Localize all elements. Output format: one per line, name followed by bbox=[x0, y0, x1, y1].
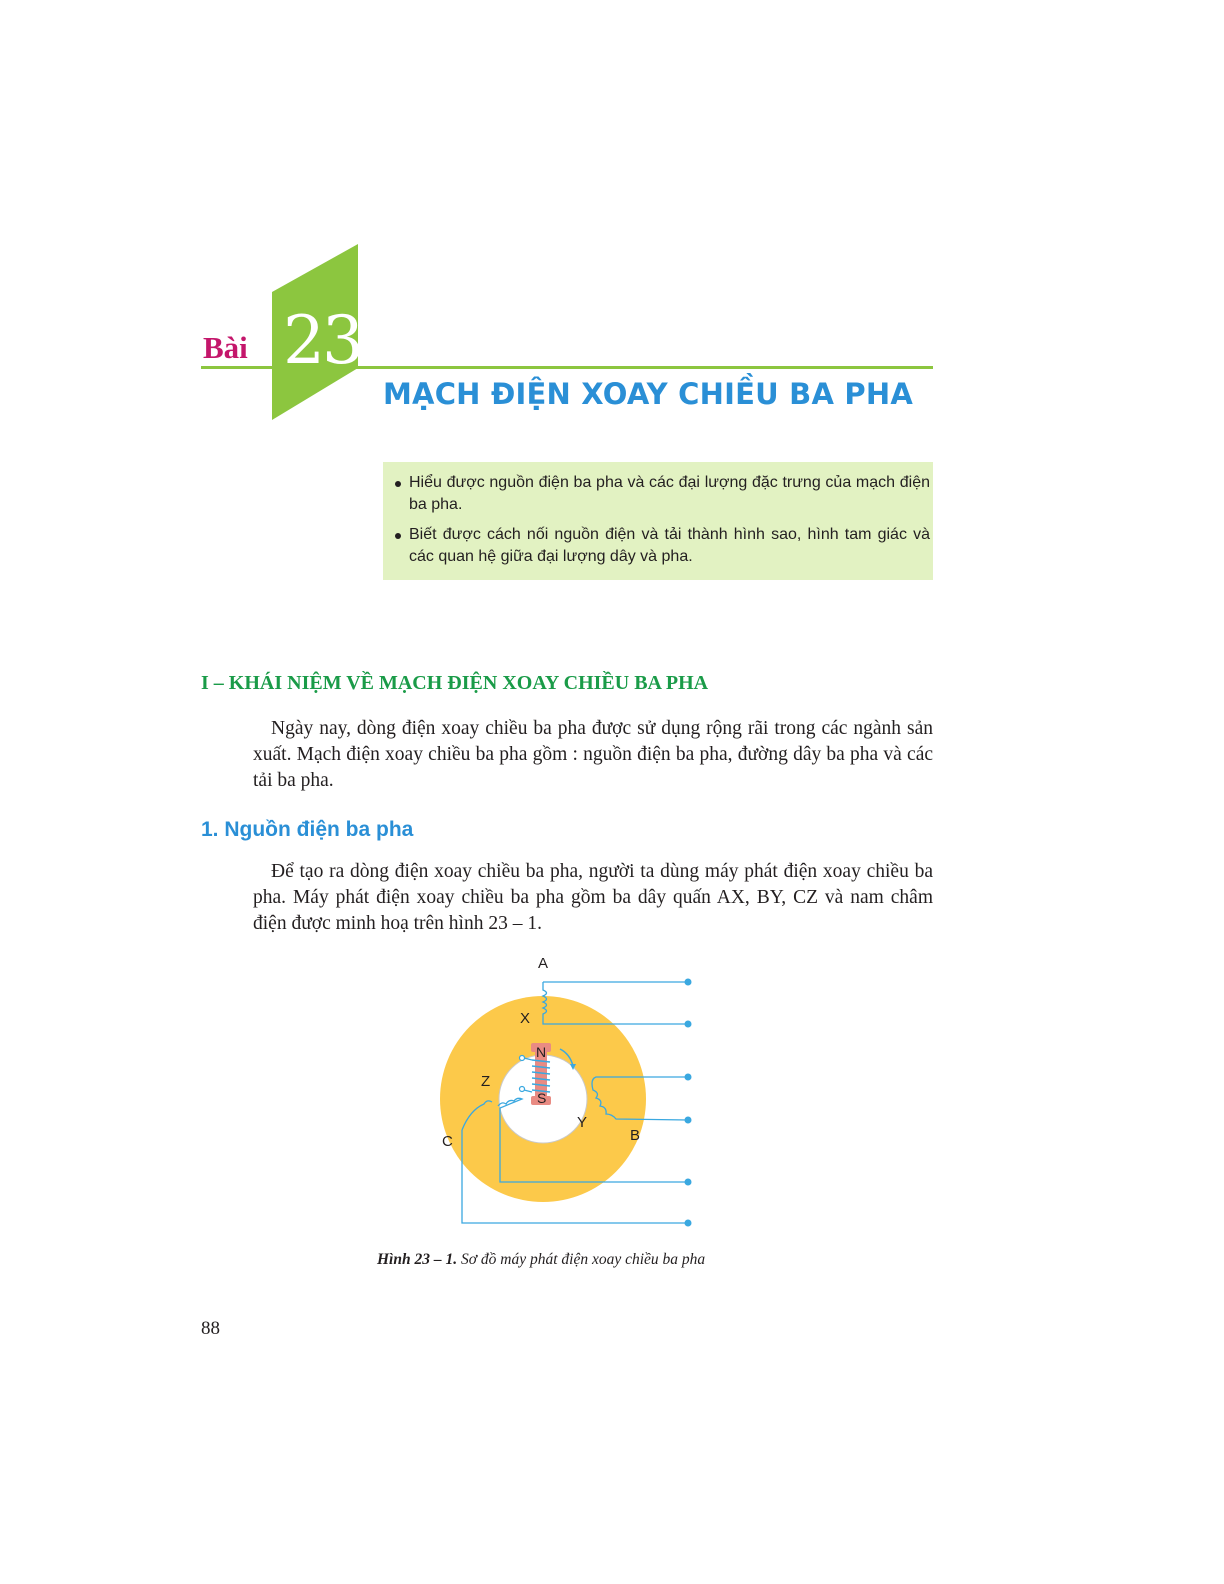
label-s: S bbox=[537, 1090, 547, 1106]
lesson-word: Bài bbox=[203, 330, 248, 365]
terminal-z bbox=[685, 1179, 692, 1186]
objectives-list bbox=[393, 472, 930, 568]
figure-caption bbox=[377, 1251, 797, 1269]
subsection-paragraph: Để tạo ra dòng điện xoay chiều ba pha, người ta dùng máy phát điện xoay chiều ba pha. Máy phát điện xoay chiều ba pha gồm ba dây quấn AX, BY, CZ và nam châm điện được minh hoạ trên hình 23 – 1. bbox=[253, 861, 933, 934]
figure-caption-number: Hình 23 – 1. bbox=[377, 1251, 458, 1268]
objectives-box bbox=[383, 462, 933, 580]
section-heading: I – KHÁI NIỆM VỀ MẠCH ĐIỆN XOAY CHIỀU BA PHA bbox=[201, 672, 709, 694]
label-n: N bbox=[536, 1044, 547, 1060]
page-number: 88 bbox=[201, 1318, 220, 1339]
terminal-b bbox=[685, 1117, 692, 1124]
terminal-x bbox=[685, 1021, 692, 1028]
label-c: C bbox=[442, 1133, 453, 1150]
terminal-y bbox=[685, 1074, 692, 1081]
generator-diagram bbox=[420, 950, 720, 1240]
terminal-a bbox=[685, 979, 692, 986]
label-a: A bbox=[538, 955, 549, 972]
label-y: Y bbox=[577, 1114, 588, 1131]
subsection-heading: 1. Nguồn điện ba pha bbox=[201, 818, 414, 841]
objective-item: Biết được cách nối nguồn điện và tải thành hình sao, hình tam giác và các quan hệ giữa đại lượng dây và pha. bbox=[393, 524, 930, 568]
objective-item: Hiểu được nguồn điện ba pha và các đại lượng đặc trưng của mạch điện ba pha. bbox=[393, 472, 930, 516]
section-intro-paragraph: Ngày nay, dòng điện xoay chiều ba pha được sử dụng rộng rãi trong các ngành sản xuất. Mạch điện xoay chiều ba pha gồm : nguồn điện ba pha, đường dây ba pha và các tải ba pha. bbox=[253, 718, 933, 791]
label-z: Z bbox=[481, 1073, 491, 1090]
figure-caption-text: Sơ đồ máy phát điện xoay chiều ba pha bbox=[460, 1251, 706, 1268]
terminal-c bbox=[685, 1220, 692, 1227]
label-b: B bbox=[630, 1127, 641, 1144]
lesson-number: 23 bbox=[283, 302, 361, 379]
lesson-title: MẠCH ĐIỆN XOAY CHIỀU BA PHA bbox=[383, 377, 913, 411]
label-x: X bbox=[520, 1010, 531, 1027]
